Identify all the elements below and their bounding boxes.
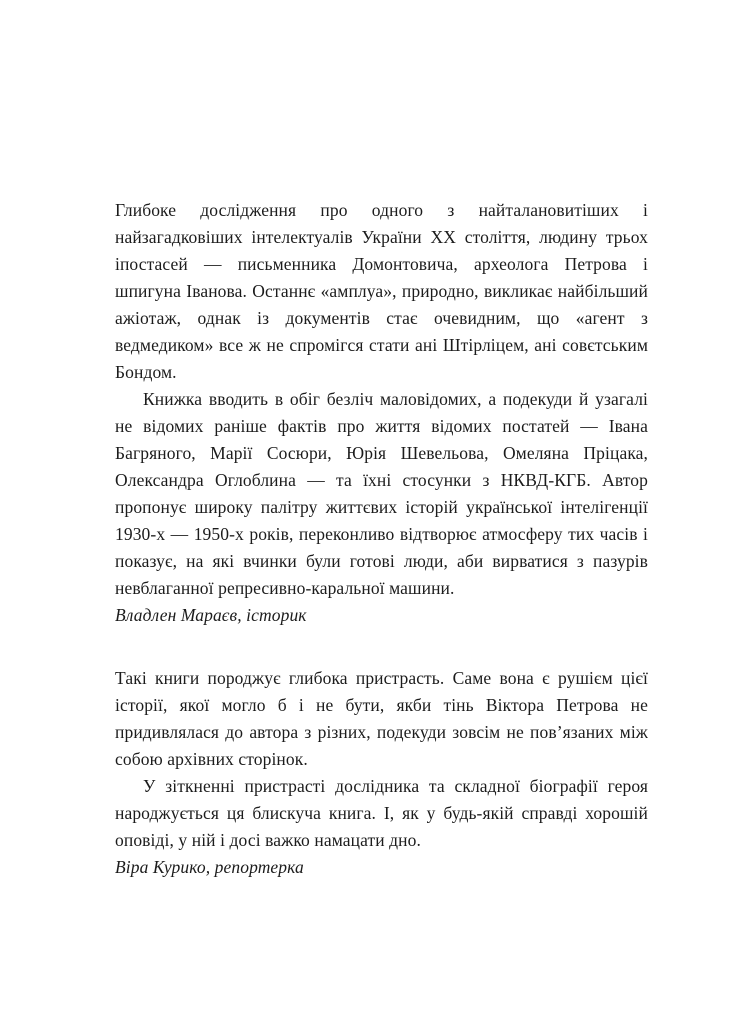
endorsement-2-paragraph-1: Такі книги породжує глибока пристрасть. Саме вона є рушієм цієї історії, якої могло б і не бути, якби тінь Віктора Петрова не придивлялася до автора з різних, подекуди зовсім не пов’язаних між собою архівних сторінок. (115, 668, 648, 769)
endorsement-block-1 (115, 197, 648, 629)
endorsement-1-paragraph-1: Глибоке дослідження про одного з найталановитіших і найзагадковіших інтелектуалів України ХХ століття, людину трьох іпостасей — письменника Домонтовича, археолога Петрова і шпигуна Іванова. Останнє «амплуа», природно, викликає найбільший ажіотаж, однак із документів стає очевидним, що «агент з ведмедиком» все ж не спромігся стати ані Штірліцем, ані совєтським Бондом. (115, 200, 648, 382)
endorsement-block-2 (115, 665, 648, 881)
endorsement-1-attribution: Владлен Мараєв, історик (115, 605, 307, 625)
endorsement-1-paragraph-2: Книжка вводить в обіг безліч маловідомих, а подекуди й узагалі не відомих раніше фактів про життя відомих постатей — Івана Багряного, Марії Сосюри, Юрія Шевельова, Омеляна Пріцака, Олександра Оглоблина — та їхні стосунки з НКВД-КГБ. Автор пропонує широку палітру життєвих історій української інтелігенції 1930-х — 1950-х років, переконливо відтворює атмосферу тих часів і показує, на які вчинки були готові люди, аби вирватися з пазурів невблаганної репресивно-каральної машини. (115, 389, 648, 598)
endorsement-2-attribution: Віра Курико, репортерка (115, 857, 304, 877)
endorsement-2-paragraph-2: У зіткненні пристрасті дослідника та складної біографії героя народжується ця блискуча книга. І, як у будь-якій справді хорошій оповіді, у ній і досі важко намацати дно. (115, 776, 648, 850)
